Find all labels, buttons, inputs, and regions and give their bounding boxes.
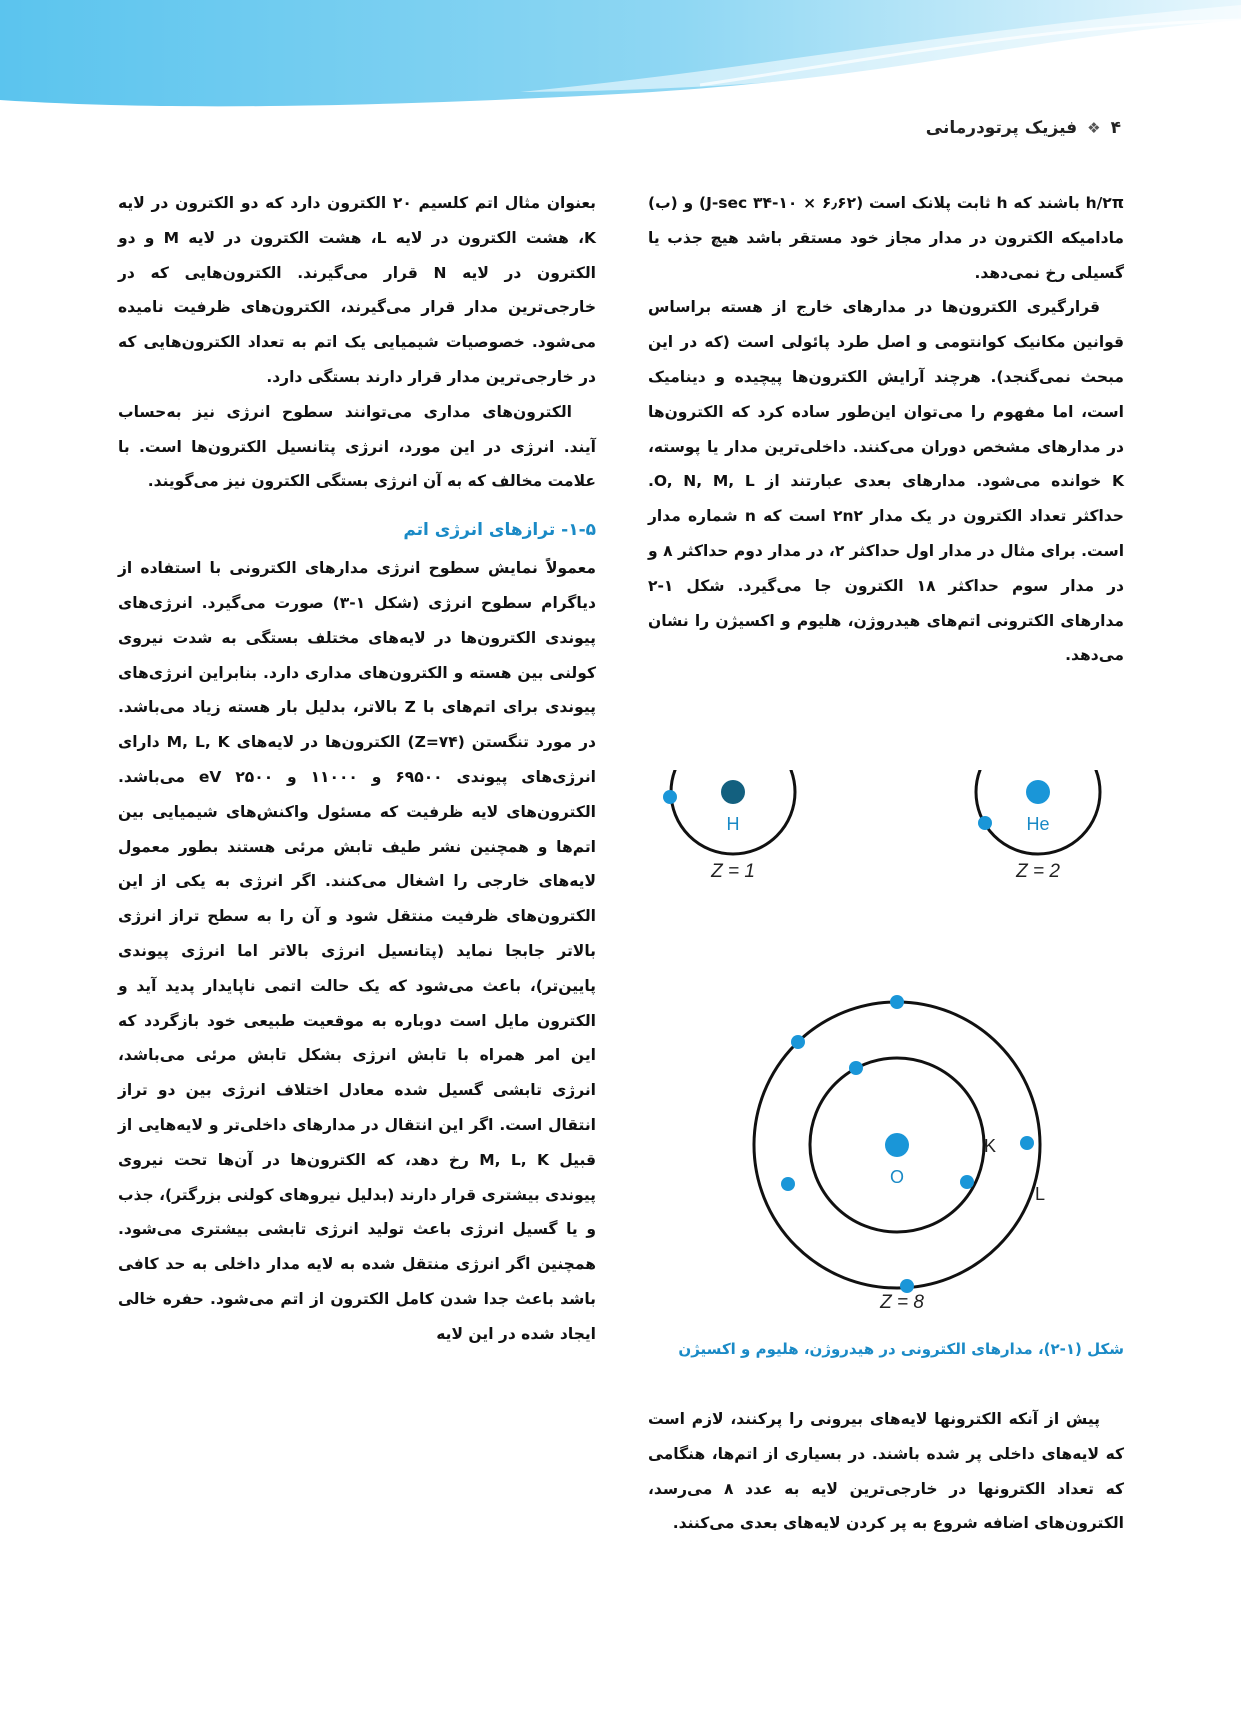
atom-symbol: He — [1026, 814, 1050, 834]
section-heading: ۱-۵- ترازهای انرژی اتم — [403, 520, 596, 541]
electron — [890, 995, 904, 1009]
paragraph: h/۲π باشند که h ثابت پلانک است (J-sec ۳۴-۱۰ × ۶٫۶۲) و (ب) مادامیکه الکترون در مدار مجاز خود مستقر باشد هیچ جذب یا گسیلی رخ نمی‌دهد. — [648, 194, 1125, 282]
nucleus — [1026, 780, 1050, 804]
shell-label-k: K — [983, 1136, 997, 1156]
electron — [978, 816, 992, 830]
page-number: ۴ — [1110, 118, 1121, 138]
atom-symbol: O — [889, 1167, 905, 1187]
right-column-bottom — [648, 1402, 1124, 1541]
nucleus — [721, 780, 745, 804]
diamond-bullet-icon: ❖ — [1087, 119, 1101, 137]
shell-label-l: L — [1034, 1184, 1046, 1204]
electron — [1020, 1136, 1034, 1150]
book-title: فیزیک پرتودرمانی — [925, 118, 1078, 138]
paragraph: پیش از آنکه الکترونها لایه‌های بیرونی را پرکنند، لازم است که لایه‌های داخلی پر شده باشند. در بسیاری از اتم‌ها، هنگامی که تعداد الکترونها در خارجی‌ترین لایه به عدد ۸ می‌رسد، الکترون‌های اضافه شروع به پر کردن لایه‌های بعدی می‌کنند. — [648, 1410, 1124, 1533]
figure-caption: شکل (۱-۲)، مدارهای الکترونی در هیدروژن، هلیوم و اکسیژن — [678, 1340, 1124, 1358]
nucleus — [885, 1133, 909, 1157]
electron — [960, 1175, 974, 1189]
paragraph: بعنوان مثال اتم کلسیم ۲۰ الکترون دارد که دو الکترون در لایه K، هشت الکترون در لایه L، هشت الکترون در لایه M و دو الکترون در لایه N قرار می‌گیرند. الکترون‌هایی که در خارجی‌ترین مدار قرار می‌گیرند، الکترون‌های ظرفیت نامیده می‌شود. خصوصیات شیمیایی یک اتم به تعداد الکترون‌هایی که در خارجی‌ترین مدار قرار دارند بستگی دارد. — [118, 194, 596, 386]
z-label: Z = 1 — [711, 861, 755, 882]
paragraph: قرارگیری الکترون‌ها در مدارهای خارج از هسته براساس قوانین مکانیک کوانتومی و اصل طرد پائولی است (که در این مبحث نمی‌گنجد). هرچند آرایش الکترون‌ها پیچیده و دینامیک است، اما مفهوم را می‌توان این‌طور ساده کرد که الکترون‌ها در مدارهای مشخص دوران می‌کنند. داخلی‌ترین مدار یا پوسته، K خوانده می‌شود. مدارهای بعدی عبارتند از O, N, M, L. حداکثر تعداد الکترون در یک مدار ۲n۲ است که n شماره مدار است. برای مثال در مدار اول حداکثر ۲، در مدار دوم حداکثر ۸ و در مدار سوم حداکثر ۱۸ الکترون جا می‌گیرد. شکل ۱-۲ مدارهای الکترونی اتم‌های هیدروژن، هلیوم و اکسیژن را نشان می‌دهد. — [648, 298, 1125, 665]
electron — [663, 790, 677, 804]
helium-atom — [976, 770, 1100, 882]
right-column-top — [648, 186, 1124, 673]
paragraph: معمولاً نمایش سطوح انرژی مدارهای الکترونی با استفاده از دیاگرام سطوح انرژی (شکل ۱-۳) صورت می‌گیرد. انرژی‌های پیوندی الکترون‌ها در لایه‌های مختلف بستگی به شدت نیروی کولنی بین هسته و الکترون‌های مداری دارد. بنابراین انرژی‌های پیوندی برای اتم‌های با Z بالاتر، بدلیل بار هسته زیاد می‌باشد. در مورد تنگستن (Z=۷۴) الکترون‌ها در لایه‌های M, L, K دارای انرژی‌های پیوندی ۶۹۵۰۰ و ۱۱۰۰۰ و eV ۲۵۰۰ می‌باشد. الکترون‌های لایه ظرفیت که مسئول واکنش‌های شیمیایی بین اتم‌ها و همچنین نشر طیف تابش مرئی هستند بطور معمول لایه‌های خارجی را اشغال می‌کنند. اگر انرژی به یکی از این الکترون‌های ظرفیت منتقل شود و آن را به سطح تراز انرژی بالاتر جابجا نماید (پتانسیل انرژی بالاتر اما انرژی پیوندی پایین‌تر)، باعث می‌شود که یک حالت اتمی ناپایدار پدید آید و الکترون مایل است دوباره به موقعیت طبیعی خود بازگردد که این امر همراه با تابش انرژی بشکل تابش مرئی می‌باشد، انرژی تابشی گسیل شده معادل اختلاف انرژی بین دو تراز انتقال است. اگر این انتقال در مدارهای داخلی‌تر و لایه‌هایی از قبیل M, L, K رخ دهد، که الکترون‌ها در آن‌ها تحت نیروی پیوندی بیشتری قرار دارند (بدلیل نیروهای کولنی بزرگتر)، جذب و یا گسیل انرژی باعث تولید انرژی تابشی بیشتری می‌شود. همچنین اگر انرژی منتقل شده به لایه مدار داخلی به حد کافی باشد باعث جدا شدن کامل الکترون از اتم می‌شود. حفره خالی ایجاد شده در این لایه — [118, 559, 597, 1343]
oxygen-atom — [754, 995, 1045, 1313]
electron-orbits-figure — [640, 770, 1140, 1330]
atom-symbol: H — [726, 814, 740, 834]
hydrogen-atom — [663, 770, 795, 882]
electron — [900, 1279, 914, 1293]
electron — [781, 1177, 795, 1191]
paragraph: الکترون‌های مداری می‌توانند سطوح انرژی نیز به‌حساب آیند. انرژی در این مورد، انرژی پتانسیل الکترون‌ها است. با علامت مخالف که به آن انرژی بستگی الکترون نیز می‌گویند. — [118, 402, 596, 491]
electron — [791, 1035, 805, 1049]
z-label: Z = 2 — [1016, 861, 1060, 882]
z-label: Z = 8 — [880, 1292, 924, 1313]
left-column — [118, 186, 596, 1352]
electron — [849, 1061, 863, 1075]
running-header — [926, 118, 1121, 138]
